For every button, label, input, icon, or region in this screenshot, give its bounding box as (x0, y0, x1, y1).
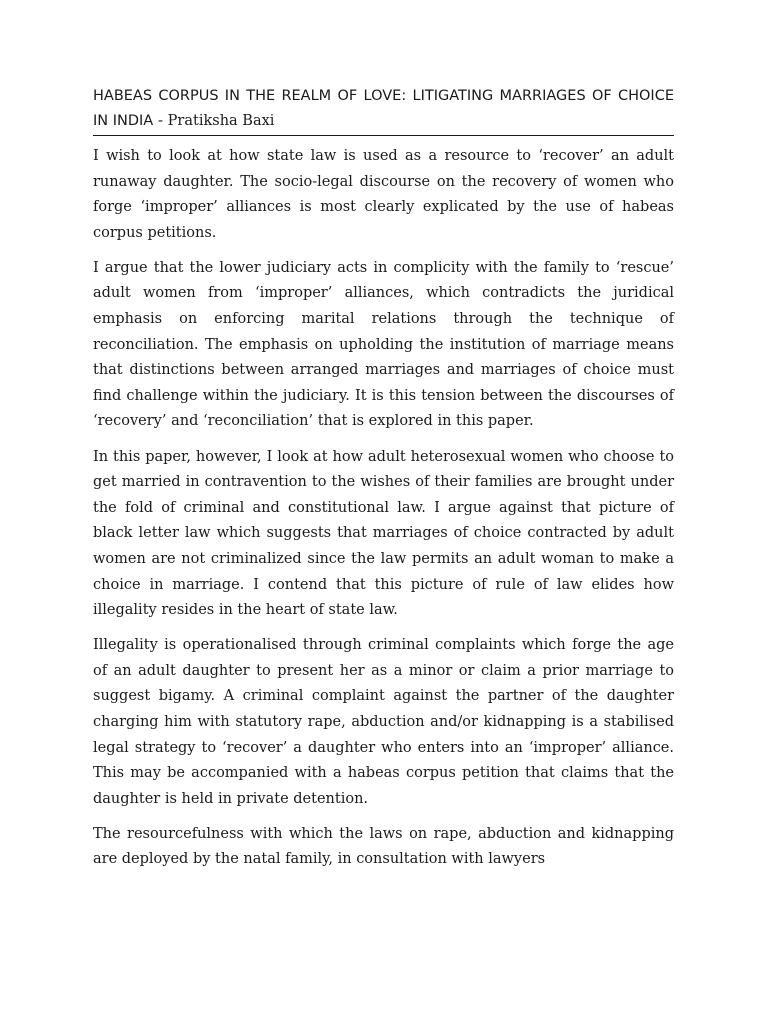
title-main: HABEAS CORPUS IN THE REALM OF LOVE: LITIGATING MARRIAGES OF CHOICE IN INDIA (93, 88, 674, 129)
document-title (93, 84, 674, 136)
paragraph-2: I argue that the lower judiciary acts in complicity with the family to ‘rescue’ adult women from ‘improper’ alliances, which contradicts the juridical emphasis on enforcing marital relations through the technique of reconciliation. The emphasis on upholding the institution of marriage means that distinctions between arranged marriages and marriages of choice must find challenge within the judiciary. It is this tension between the discourses of ‘recovery’ and ‘reconciliation’ that is explored in this paper. (93, 259, 674, 430)
paragraph-4: Illegality is operationalised through criminal complaints which forge the age of an adult daughter to present her as a minor or claim a prior marriage to suggest bigamy. A criminal complaint against the partner of the daughter charging him with statutory rape, abduction and/or kidnapping is a stabilised legal strategy to ‘recover’ a daughter who enters into an ‘improper’ alliance. This may be accompanied with a habeas corpus petition that claims that the daughter is held in private detention. (93, 637, 674, 807)
paragraph-3: In this paper, however, I look at how adult heterosexual women who choose to get married in contravention to the wishes of their families are brought under the fold of criminal and constitutional law. I argue against that picture of black letter law which suggests that marriages of choice contracted by adult women are not criminalized since the law permits an adult woman to make a choice in marriage. I contend that this picture of rule of law elides how illegality resides in the heart of state law. (93, 448, 674, 619)
document-page (93, 84, 674, 883)
paragraph-5: The resourcefulness with which the laws on rape, abduction and kidnapping are deployed by the natal family, in consultation with lawyers (93, 825, 674, 868)
title-separator: - (153, 113, 168, 129)
author-name: Pratiksha Baxi (167, 113, 275, 129)
paragraph-1: I wish to look at how state law is used as a resource to ‘recover’ an adult runaway daughter. The socio-legal discourse on the recovery of women who forge ‘improper’ alliances is most clearly explicated by the use of habeas corpus petitions. (93, 148, 674, 241)
